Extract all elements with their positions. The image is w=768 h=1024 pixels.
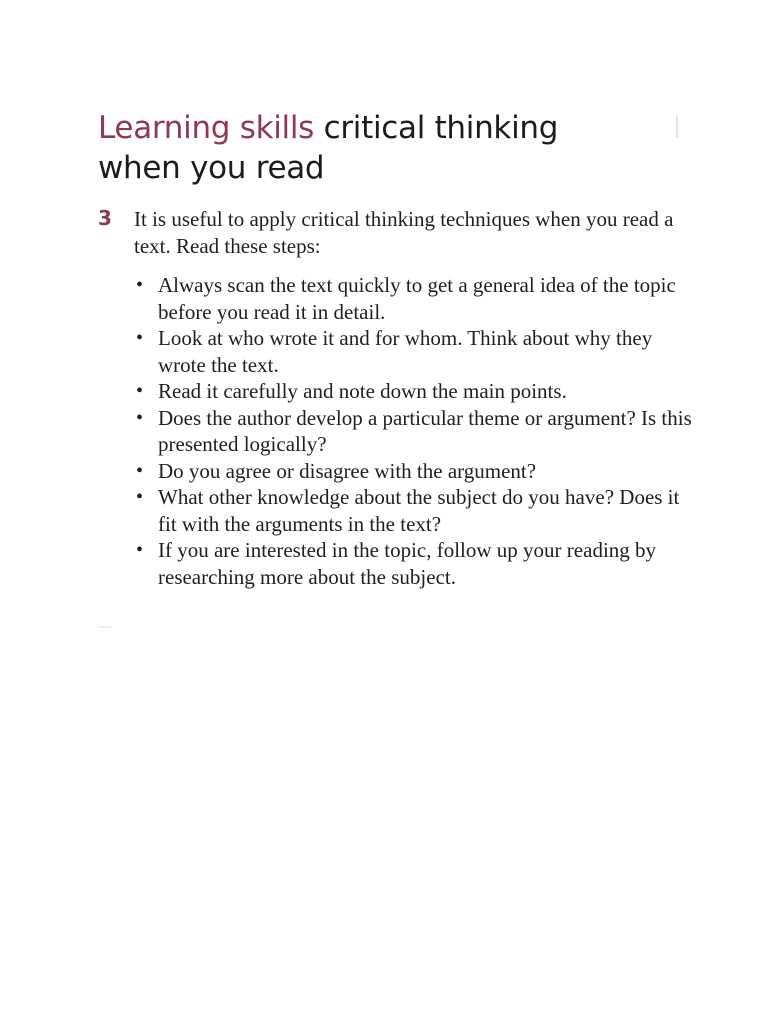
bullet-icon: • [136,406,144,429]
list-item-text: If you are interested in the topic, follow up your reading by researching more about the subject. [158,538,657,589]
bullet-icon: • [136,459,144,482]
steps-list [134,272,694,590]
list-item-text: What other knowledge about the subject do you have? Does it fit with the arguments in the text? [158,485,680,536]
bullet-icon: • [136,539,144,561]
scan-artifact [98,626,112,628]
list-item-text: Does the author develop a particular theme or argument? Is this presented logically? [158,405,692,456]
list-item-text: Read it carefully and note down the main points. [158,379,567,403]
title-line-2: when you read [98,150,325,186]
scan-artifact [676,116,678,138]
bullet-icon: • [136,380,144,402]
list-item-text: Do you agree or disagree with the argument? [158,458,537,483]
list-item [134,272,694,325]
bullet-icon: • [136,327,144,349]
exercise-intro: It is useful to apply critical thinking techniques when you read a text. Read these steps: [134,207,674,258]
exercise-number: 3 [98,206,112,230]
title-line-1: critical thinking [323,110,559,146]
list-item [134,537,694,590]
list-item [134,325,694,378]
list-item-text: Look at who wrote it and for whom. Think about why they wrote the text. [158,326,653,377]
list-item [134,484,694,537]
section-label: Learning skills [98,110,315,146]
list-item [134,405,694,458]
page-title [98,108,718,188]
list-item-text: Always scan the text quickly to get a general idea of the topic before you read it in detail. [158,273,676,324]
list-item [134,378,694,405]
bullet-icon: • [136,486,144,508]
bullet-icon: • [136,274,144,296]
list-item [134,458,694,485]
